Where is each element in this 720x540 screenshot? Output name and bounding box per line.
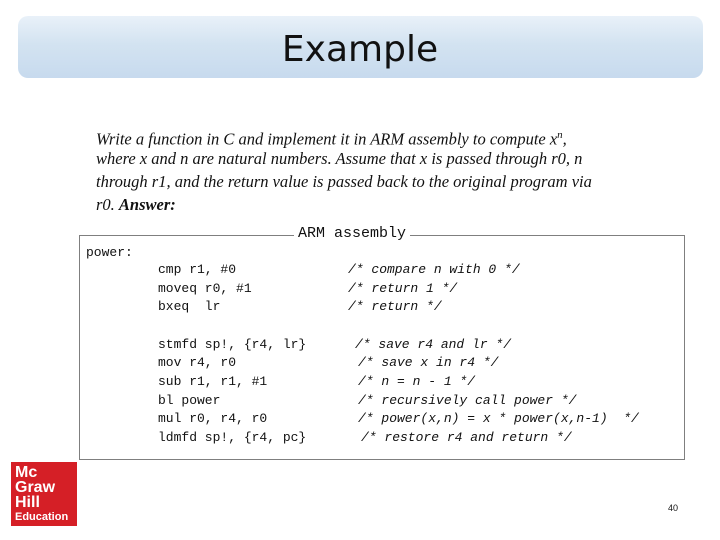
problem-statement bbox=[96, 124, 656, 216]
code-comment: /* save x in r4 */ bbox=[358, 355, 499, 370]
intro-text: , bbox=[562, 129, 567, 149]
code-box-label: ARM assembly bbox=[294, 224, 410, 244]
code-instruction: bxeq lr bbox=[158, 299, 221, 314]
code-instruction: mov r4, r0 bbox=[158, 355, 237, 370]
intro-line-4 bbox=[96, 193, 656, 216]
code-comment: /* return 1 */ bbox=[348, 281, 458, 296]
intro-text: r0. bbox=[96, 195, 119, 214]
code-instruction: ldmfd sp!, {r4, pc} bbox=[158, 430, 307, 445]
logo-text: Mc bbox=[15, 464, 38, 481]
intro-line-2: where x and n are natural numbers. Assume that x is passed through r0, n bbox=[96, 149, 583, 168]
intro-line-3: through r1, and the return value is passed back to the original program via bbox=[96, 172, 592, 191]
code-instruction: moveq r0, #1 bbox=[158, 281, 252, 296]
code-comment: /* power(x,n) = x * power(x,n-1) */ bbox=[358, 411, 639, 426]
slide-title: Example bbox=[281, 29, 439, 70]
logo-text: Hill bbox=[15, 494, 40, 511]
page-number: 40 bbox=[668, 503, 679, 513]
code-comment: /* restore r4 and return */ bbox=[361, 430, 572, 445]
intro-line-1 bbox=[96, 124, 656, 147]
mcgraw-hill-logo bbox=[11, 462, 77, 526]
logo-text: Education bbox=[15, 511, 69, 523]
exponent: n bbox=[557, 129, 563, 141]
code-instruction: cmp r1, #0 bbox=[158, 262, 237, 277]
code-instruction: mul r0, r4, r0 bbox=[158, 411, 268, 426]
code-instruction: sub r1, r1, #1 bbox=[158, 374, 268, 389]
function-label: power: bbox=[86, 245, 133, 260]
code-instruction: bl power bbox=[158, 393, 221, 408]
answer-label: Answer: bbox=[118, 195, 176, 214]
code-comment: /* save r4 and lr */ bbox=[355, 337, 512, 352]
code-comment: /* n = n - 1 */ bbox=[358, 374, 476, 389]
code-comment: /* recursively call power */ bbox=[358, 393, 577, 408]
intro-text: Write a function in C and implement it in ARM assembly to compute x bbox=[96, 129, 558, 149]
code-comment: /* return */ bbox=[348, 299, 442, 314]
logo-text: Graw bbox=[15, 479, 56, 496]
code-instruction: stmfd sp!, {r4, lr} bbox=[158, 337, 307, 352]
code-comment: /* compare n with 0 */ bbox=[348, 262, 520, 277]
